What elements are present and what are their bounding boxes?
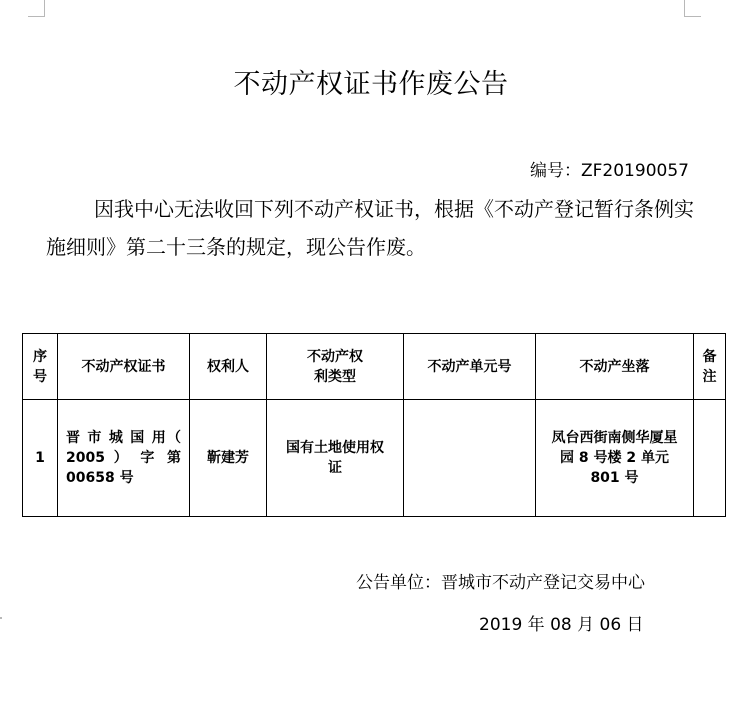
cell-remark [694, 400, 726, 517]
header-holder: 权利人 [190, 334, 267, 400]
table-header-row [23, 334, 726, 400]
cell-index: 1 [23, 400, 58, 517]
document-title: 不动产权证书作废公告 [233, 69, 509, 100]
cell-holder: 靳建芳 [190, 400, 267, 517]
header-certificate: 不动产权证书 [58, 334, 190, 400]
page-corner-mark [684, 0, 701, 17]
header-remark: 备注 [694, 334, 726, 400]
margin-mark [0, 617, 2, 619]
cell-right-type: 国有土地使用权证 [267, 400, 404, 517]
issue-date: 2019 年 08 月 06 日 [479, 615, 644, 635]
table-row [23, 400, 726, 517]
header-location: 不动产坐落 [536, 334, 694, 400]
page-corner-mark [28, 0, 45, 17]
cell-unit-no [404, 400, 536, 517]
cell-certificate: 晋 市 城 国 用（ 2005 ） 字 第 00658 号 [58, 400, 190, 517]
header-right-type: 不动产权利类型 [267, 334, 404, 400]
issuing-unit: 公告单位：晋城市不动产登记交易中心 [356, 573, 645, 593]
document-number: 编号：ZF20190057 [530, 161, 689, 181]
header-unit-no: 不动产单元号 [404, 334, 536, 400]
header-index: 序号 [23, 334, 58, 400]
announcement-body: 因我中心无法收回下列不动产权证书，根据《不动产登记暂行条例实施细则》第二十三条的规定，现公告作废。 [46, 197, 694, 259]
cell-location: 凤台西街南侧华厦星园 8 号楼 2 单元 801 号 [536, 400, 694, 517]
certificate-table [22, 333, 726, 517]
